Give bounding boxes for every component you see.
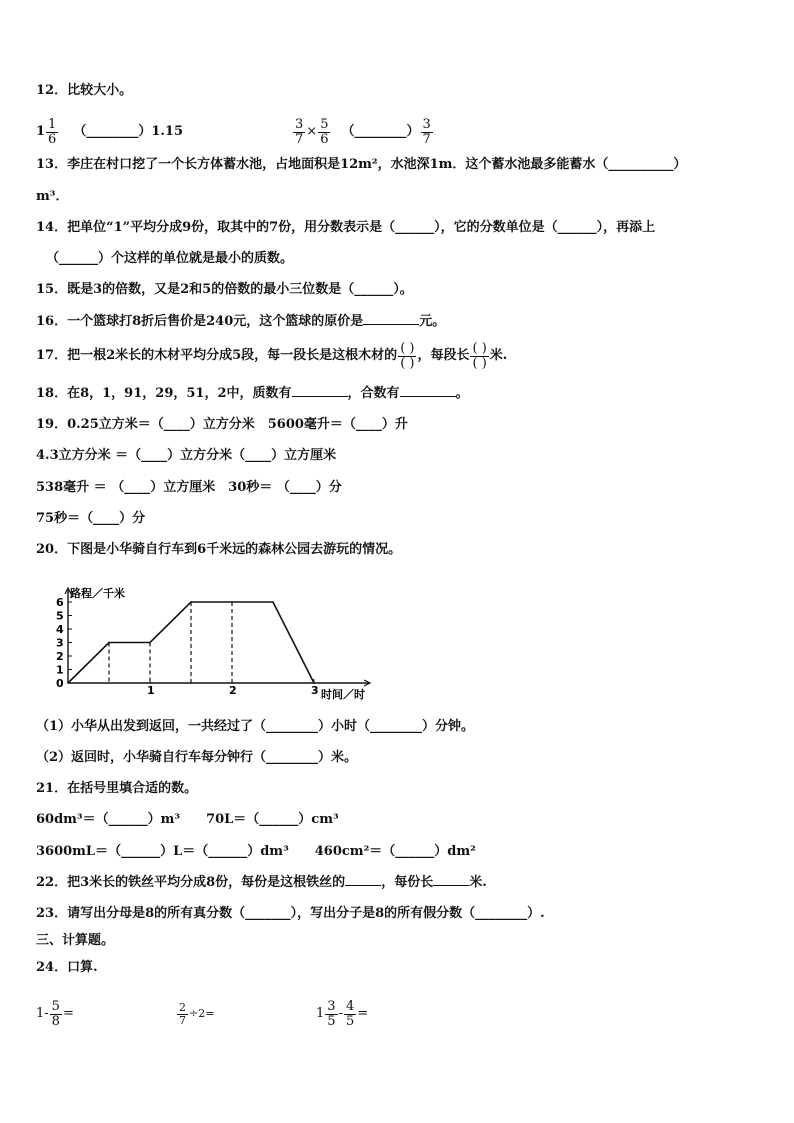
q13-text: 13．李庄在村口挖了一个长方体蓄水池，占地面积是12m²，水池深1m．这个蓄水池最多能蓄水（__________） [36, 157, 687, 172]
q22-text-b: ，每份长 [381, 875, 434, 890]
data-point [108, 642, 110, 644]
q24-e3-fraction-1: $\frac{3}{5}$ [327, 998, 336, 1029]
q12-a-rhs: 1.15 [151, 124, 184, 139]
q24-e2-fraction: $\frac{2}{7}$ [179, 1000, 186, 1027]
q16-row [36, 313, 445, 331]
q22-text-c: 米. [469, 875, 487, 890]
q21-line2: 3600mL＝（______）L＝（______）dm³ 460cm²＝（______）dm² [36, 844, 476, 859]
y-tick-label: 5 [56, 609, 64, 623]
q20-sub1: （1）小华从出发到返回，一共经过了（________）小时（________）分钟。 [36, 719, 475, 734]
q19-line3: 538毫升 ＝ （____）立方厘米 30秒＝ （____）分 [36, 480, 342, 495]
data-point [67, 682, 69, 684]
q22-row [36, 874, 487, 892]
q16-blank[interactable] [363, 324, 419, 325]
q22-blank-fraction[interactable] [345, 885, 381, 886]
q14-line2: （______）个这样的单位就是最小的质数。 [46, 251, 294, 266]
q17-text-c: 米. [489, 348, 508, 363]
q17-text-a: 17．把一根2米长的木材平均分成5段，每一段长是这根木材的 [36, 348, 398, 363]
q20-distance-time-chart [30, 568, 410, 703]
q12-title: 12．比较大小。 [36, 83, 133, 98]
q12-b-op: × [306, 124, 318, 139]
q19-line2: 4.3立方分米 ＝（____）立方分米（____）立方厘米 [36, 448, 337, 463]
y-tick-label: 3 [56, 636, 64, 650]
y-tick-label: 6 [56, 596, 64, 609]
q24-e1-eq: = [62, 1006, 74, 1021]
y-axis-label: 路程／千米 [70, 587, 125, 600]
q17-text-b: ，每段长 [417, 348, 470, 363]
q22-text-a: 22．把3米长的铁丝平均分成8份，每份是这根铁丝的 [36, 875, 346, 890]
x-tick-label: 2 [229, 684, 237, 697]
section-title: 三、计算题。 [36, 933, 115, 948]
q12-a-whole: 1 [36, 124, 46, 139]
q19-line1: 19．0.25立方米＝（____）立方分米 5600毫升＝（____）升 [36, 417, 408, 432]
q18-text-a: 18．在8，1，91，29，51，2中，质数有 [36, 386, 292, 401]
q24-e1-fraction: $\frac{5}{8}$ [51, 998, 60, 1029]
x-tick-label: 1 [147, 684, 155, 697]
q16-text-b: 元。 [419, 314, 446, 329]
q24-e3-op: - [338, 1006, 343, 1021]
q17-blank-fraction-2[interactable]: $\frac{( )}{( )}$ [472, 340, 487, 371]
q12-b-frac3: $\frac{3}{7}$ [422, 116, 431, 147]
q14-line1: 14．把单位“1”平均分成9份，取其中的7份，用分数表示是（______），它的分数单位是（______），再添上 [36, 220, 656, 235]
data-point [231, 601, 233, 603]
data-point [190, 601, 192, 603]
q15-text: 15．既是3的倍数，又是2和5的倍数的最小三位数是（______）。 [36, 282, 413, 297]
q23-text: 23．请写出分母是8的所有真分数（_______），写出分子是8的所有假分数（________）. [36, 906, 545, 921]
q12-row [36, 114, 434, 150]
q17-blank-fraction-1[interactable]: $\frac{( )}{( )}$ [400, 340, 415, 371]
q24-e3-fraction-2: $\frac{4}{5}$ [345, 998, 355, 1029]
q18-row [36, 385, 469, 403]
q21-title: 21．在括号里填合适的数。 [36, 781, 198, 796]
x-tick-label: 3 [311, 684, 319, 697]
q18-blank-composite[interactable] [400, 396, 456, 397]
q24-e1-whole: 1- [36, 1006, 49, 1021]
q24-e3-whole: 1 [316, 1006, 325, 1021]
data-point [149, 642, 151, 644]
q24-expr-3 [316, 994, 368, 1034]
q19-line4: 75秒＝（____）分 [36, 511, 146, 526]
y-tick-label: 2 [56, 650, 64, 663]
q24-title: 24．口算. [36, 960, 98, 975]
q20-sub2: （2）返回时，小华骑自行车每分钟行（________）米。 [36, 750, 358, 765]
q22-blank-length[interactable] [433, 885, 469, 886]
q13-unit: m³． [36, 189, 69, 204]
series-line-路程 [68, 602, 314, 683]
q18-blank-prime[interactable] [292, 396, 348, 397]
q24-expr-1 [36, 994, 74, 1034]
q17-row [36, 338, 507, 374]
y-tick-label: 1 [56, 663, 64, 677]
y-tick-label: 0 [56, 677, 64, 690]
q12-a-fraction: $\frac{1}{6}$ [48, 116, 57, 147]
x-axis-label: 时间／时 [321, 688, 365, 701]
q24-e3-eq: = [357, 1006, 369, 1021]
q24-expr-2 [176, 994, 214, 1034]
q24-e2-rest: ÷2= [189, 1007, 215, 1020]
q18-text-b: ，合数有 [347, 386, 400, 401]
q12-a-blank[interactable]: （________） [73, 124, 152, 139]
q12-b-frac2: $\frac{5}{6}$ [320, 116, 329, 147]
q12-b-frac1: $\frac{3}{7}$ [295, 116, 304, 147]
q20-title: 20．下图是小华骑自行车到6千米远的森林公园去游玩的情况。 [36, 542, 402, 557]
q18-text-c: 。 [455, 386, 469, 401]
q12-b-blank[interactable]: （________） [341, 124, 420, 139]
data-point [272, 601, 274, 603]
q16-text-a: 16．一个篮球打8折后售价是240元，这个篮球的原价是 [36, 314, 364, 329]
y-tick-label: 4 [56, 623, 64, 636]
q21-line1: 60dm³＝（______）m³ 70L＝（______）cm³ [36, 812, 339, 827]
data-point [313, 682, 315, 684]
